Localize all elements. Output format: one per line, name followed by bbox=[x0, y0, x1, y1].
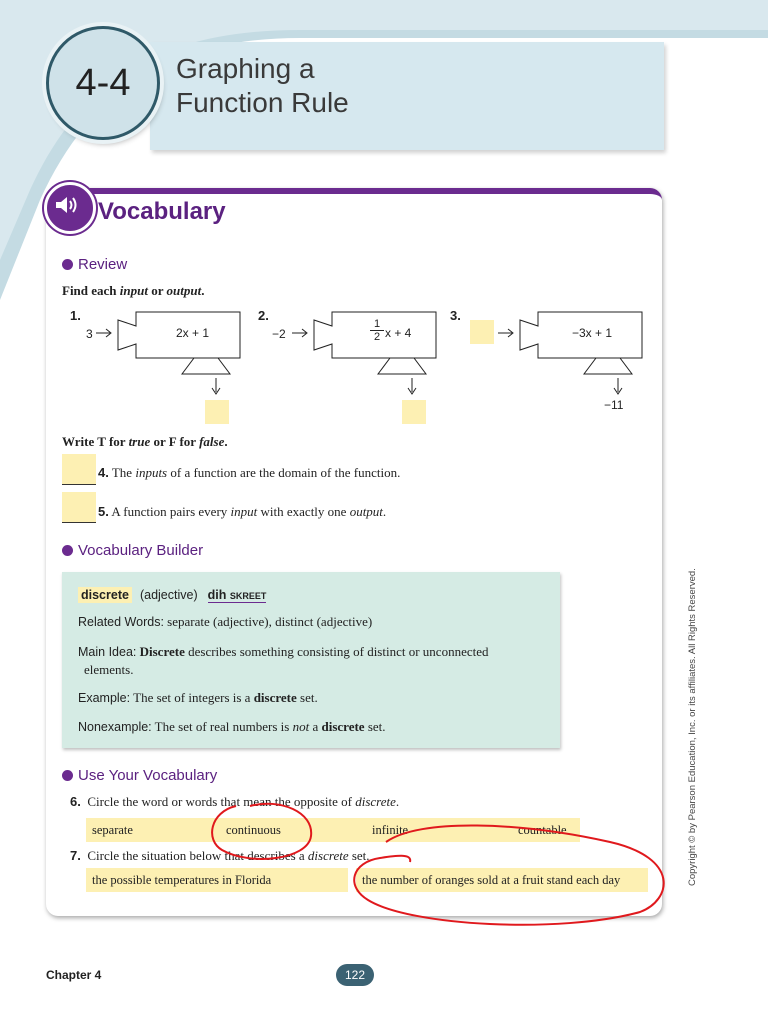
tf-instruction: Write T for true or F for false. bbox=[62, 434, 228, 449]
fraction: 1 2 bbox=[370, 318, 384, 343]
function-rule: 2x + 1 bbox=[176, 326, 210, 340]
chapter-label: Chapter 4 bbox=[46, 968, 102, 982]
use-vocabulary-heading: Use Your Vocabulary bbox=[62, 767, 217, 784]
nonexample: Nonexample: The set of real numbers is not a discrete set. bbox=[78, 719, 386, 734]
lesson-number-badge bbox=[46, 26, 160, 140]
pronunciation: dih SKREET bbox=[207, 588, 267, 602]
choice-countable[interactable]: countable bbox=[518, 823, 567, 837]
vocabulary-heading: Vocabulary bbox=[98, 198, 226, 225]
choice-temperatures[interactable]: the possible temperatures in Florida bbox=[92, 873, 272, 887]
question-6: 6. Circle the word or words that mean the opposite of discrete. bbox=[70, 794, 400, 809]
function-rule: −3x + 1 bbox=[572, 326, 613, 340]
answer-blank[interactable] bbox=[62, 492, 96, 523]
machine-input: 3 bbox=[86, 327, 93, 341]
builder-word-line: discrete (adjective) dih SKREET bbox=[78, 585, 266, 605]
problem-number: 1. bbox=[70, 308, 81, 323]
answer-blank[interactable] bbox=[62, 454, 96, 485]
problem-number: 3. bbox=[450, 308, 461, 323]
machine-output: −11 bbox=[604, 398, 624, 412]
choice-continuous[interactable]: continuous bbox=[226, 823, 281, 837]
bullet-icon bbox=[62, 545, 73, 556]
q6-choices bbox=[86, 818, 580, 842]
tf-item: 4. The inputs of a function are the domain of the function. bbox=[98, 465, 401, 480]
question-7: 7. Circle the situation below that describes a discrete set. bbox=[70, 848, 370, 863]
choice-separate[interactable]: separate bbox=[92, 823, 133, 837]
review-instruction: Find each input or output. bbox=[62, 283, 205, 298]
answer-box[interactable] bbox=[402, 400, 426, 424]
answer-box[interactable] bbox=[205, 400, 229, 424]
example: Example: The set of integers is a discrete set. bbox=[78, 690, 318, 705]
bullet-icon bbox=[62, 770, 73, 781]
speaker-icon bbox=[54, 194, 80, 216]
function-rule: x + 4 bbox=[385, 326, 412, 340]
tf-item: 5. A function pairs every input with exactly one output. bbox=[98, 504, 387, 519]
review-heading: Review bbox=[62, 256, 127, 273]
page-number: 122 bbox=[336, 964, 374, 986]
vocab-word: discrete bbox=[78, 587, 132, 603]
builder-heading: Vocabulary Builder bbox=[62, 542, 203, 559]
problem-number: 2. bbox=[258, 308, 269, 323]
lesson-number: 4-4 bbox=[75, 61, 131, 104]
related-words: Related Words: separate (adjective), distinct (adjective) bbox=[78, 614, 373, 629]
copyright-notice: Copyright © by Pearson Education, Inc. or its affiliates. All Rights Reserved. bbox=[687, 568, 698, 886]
machine-input: −2 bbox=[272, 327, 286, 341]
answer-box[interactable] bbox=[470, 320, 494, 344]
bullet-icon bbox=[62, 259, 73, 270]
choice-infinite[interactable]: infinite bbox=[372, 823, 409, 837]
choice-oranges[interactable]: the number of oranges sold at a fruit stand each day bbox=[362, 873, 621, 887]
lesson-title: Graphing a Function Rule bbox=[176, 53, 349, 118]
main-idea: Main Idea: Discrete describes something consisting of distinct or unconnected elements. bbox=[78, 644, 489, 677]
